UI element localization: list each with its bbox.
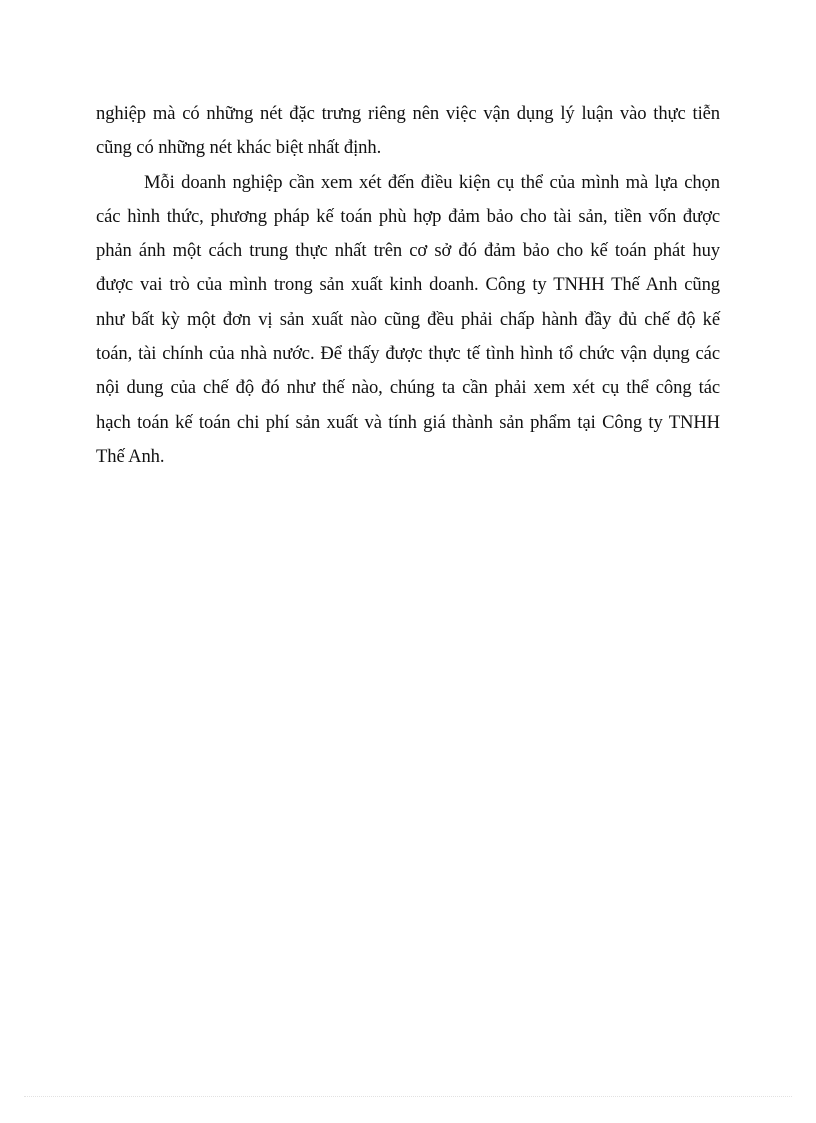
paragraph-line: Thế Anh. [96,445,165,467]
paragraph-line: nội dung của chế độ đó như thế nào, chúng ta cần phải xem xét cụ thể công tác [96,377,720,399]
paragraph-line: phản ánh một cách trung thực nhất trên cơ sở đó đảm bảo cho kế toán phát huy [96,240,720,262]
body-text [96,97,720,474]
paragraph-line: nghiệp mà có những nét đặc trưng riêng nên việc vận dụng lý luận vào thực tiễn [96,103,720,124]
paragraph-1 [96,97,720,166]
paragraph-line: như bất kỳ một đơn vị sản xuất nào cũng đều phải chấp hành đầy đủ chế độ kế [96,308,720,330]
paragraph-line: hạch toán kế toán chi phí sản xuất và tính giá thành sản phẩm tại Công ty TNHH [96,411,720,433]
paragraph-line: được vai trò của mình trong sản xuất kinh doanh. Công ty TNHH Thế Anh cũng [96,274,720,296]
paragraph-2 [96,166,720,475]
paragraph-line: các hình thức, phương pháp kế toán phù hợp đảm bảo cho tài sản, tiền vốn được [96,205,720,227]
paragraph-line: cũng có những nét khác biệt nhất định. [96,137,382,159]
paragraph-line: Mỗi doanh nghiệp cần xem xét đến điều kiện cụ thể của mình mà lựa chọn [144,171,720,193]
page-footer-divider [24,1096,792,1097]
paragraph-line: toán, tài chính của nhà nước. Để thấy được thực tế tình hình tổ chức vận dụng các [96,343,720,365]
